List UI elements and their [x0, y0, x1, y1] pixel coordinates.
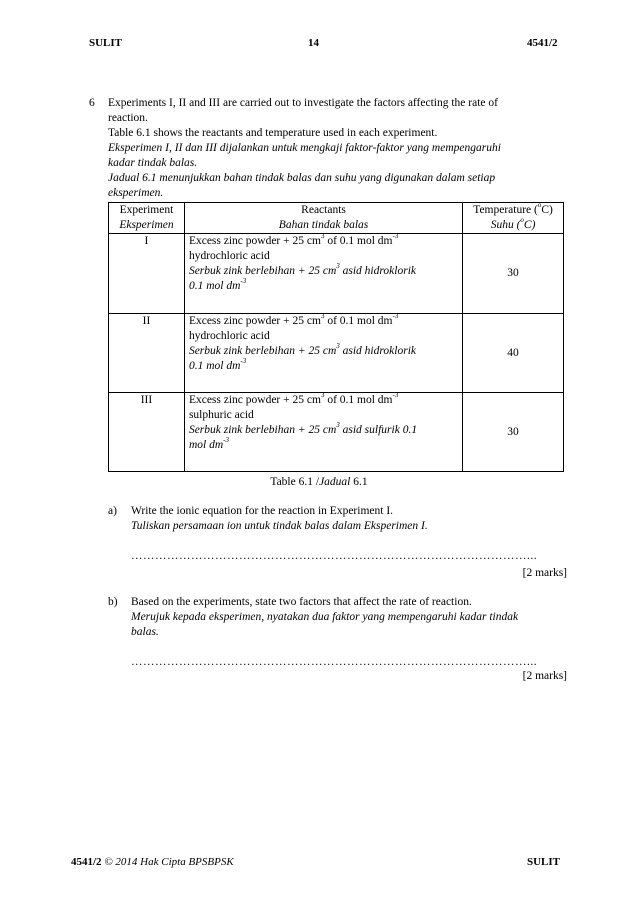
cell-experiment: I	[109, 234, 185, 314]
part-a-label: a)	[108, 505, 117, 517]
marks-a: [2 marks]	[522, 567, 567, 579]
question-text	[108, 96, 568, 201]
part-a-text: Write the ionic equation for the reaction in Experiment I.	[131, 505, 394, 517]
intro-line-malay: kadar tindak balas.	[108, 157, 198, 169]
part-b-text-malay: Merujuk kepada eksperimen, nyatakan dua faktor yang mempengaruhi kadar tindak	[131, 611, 519, 623]
header-right: 4541/2	[527, 37, 558, 49]
header-temperature: Temperature ($^o$C) Suhu ($^o$C)	[463, 203, 564, 234]
reactants-table	[108, 202, 564, 472]
page-number: 14	[308, 37, 319, 49]
intro-line-malay: eksperimen.	[108, 187, 164, 199]
part-b-text-malay: balas.	[131, 626, 159, 638]
cell-reactants: Excess zinc powder + 25 $cm^3$ of 0.1 mol $dm^{-3}$ sulphuric acid Serbuk zink berlebihan + 25 $cm^3$ asid sulfurik 0.1 mol $dm^{-3}$	[184, 393, 462, 472]
table-row	[109, 234, 564, 314]
cell-reactants: Excess zinc powder + 25 $cm^3$ of 0.1 mol $dm^{-3}$ hydrochloric acid Serbuk zink berlebihan + 25 $cm^3$ asid hidroklorik 0.1 mol $dm^{-3}$	[184, 314, 462, 393]
marks-b: [2 marks]	[522, 670, 567, 682]
intro-line-malay: Eksperimen I, II dan III dijalankan untuk mengkaji faktor-faktor yang mempengaruhi	[108, 142, 501, 154]
table-caption: Table 6.1 /Jadual 6.1	[270, 476, 368, 488]
cell-experiment: II	[109, 314, 185, 393]
cell-temperature: 30	[463, 234, 564, 314]
cell-reactants: Excess zinc powder + 25 $cm^3$ of 0.1 mol $dm^{-3}$ hydrochloric acid Serbuk zink berlebihan + 25 $cm^3$ asid hidroklorik 0.1 mol $dm^{-3}$	[184, 234, 462, 314]
answer-line-b[interactable]: ………………………………………………………………………………………...	[131, 656, 538, 668]
intro-line: Table 6.1 shows the reactants and temperature used in each experiment.	[108, 127, 438, 139]
question-number: 6	[89, 97, 95, 109]
part-b-label: b)	[108, 596, 118, 608]
intro-line-malay: Jadual 6.1 menunjukkan bahan tindak balas dan suhu yang digunakan dalam setiap	[108, 172, 496, 184]
footer-right: SULIT	[527, 856, 561, 868]
intro-line: reaction.	[108, 112, 148, 124]
header-reactants: Reactants Bahan tindak balas	[184, 203, 462, 234]
table-row	[109, 393, 564, 472]
part-a-text-malay: Tuliskan persamaan ion untuk tindak balas dalam Eksperimen I.	[131, 520, 428, 532]
header-left: SULIT	[89, 37, 123, 49]
table-header-row	[109, 203, 564, 234]
cell-experiment: III	[109, 393, 185, 472]
answer-line-a[interactable]: ………………………………………………………………………………………...	[131, 550, 538, 562]
part-b-text: Based on the experiments, state two factors that affect the rate of reaction.	[131, 596, 472, 608]
footer-left: 4541/2 © 2014 Hak Cipta BPSBPSK	[71, 856, 234, 868]
cell-temperature: 40	[463, 314, 564, 393]
cell-temperature: 30	[463, 393, 564, 472]
header-experiment: Experiment Eksperimen	[109, 203, 185, 234]
intro-line: Experiments I, II and III are carried out to investigate the factors affecting the rate of	[108, 97, 498, 109]
table-row	[109, 314, 564, 393]
